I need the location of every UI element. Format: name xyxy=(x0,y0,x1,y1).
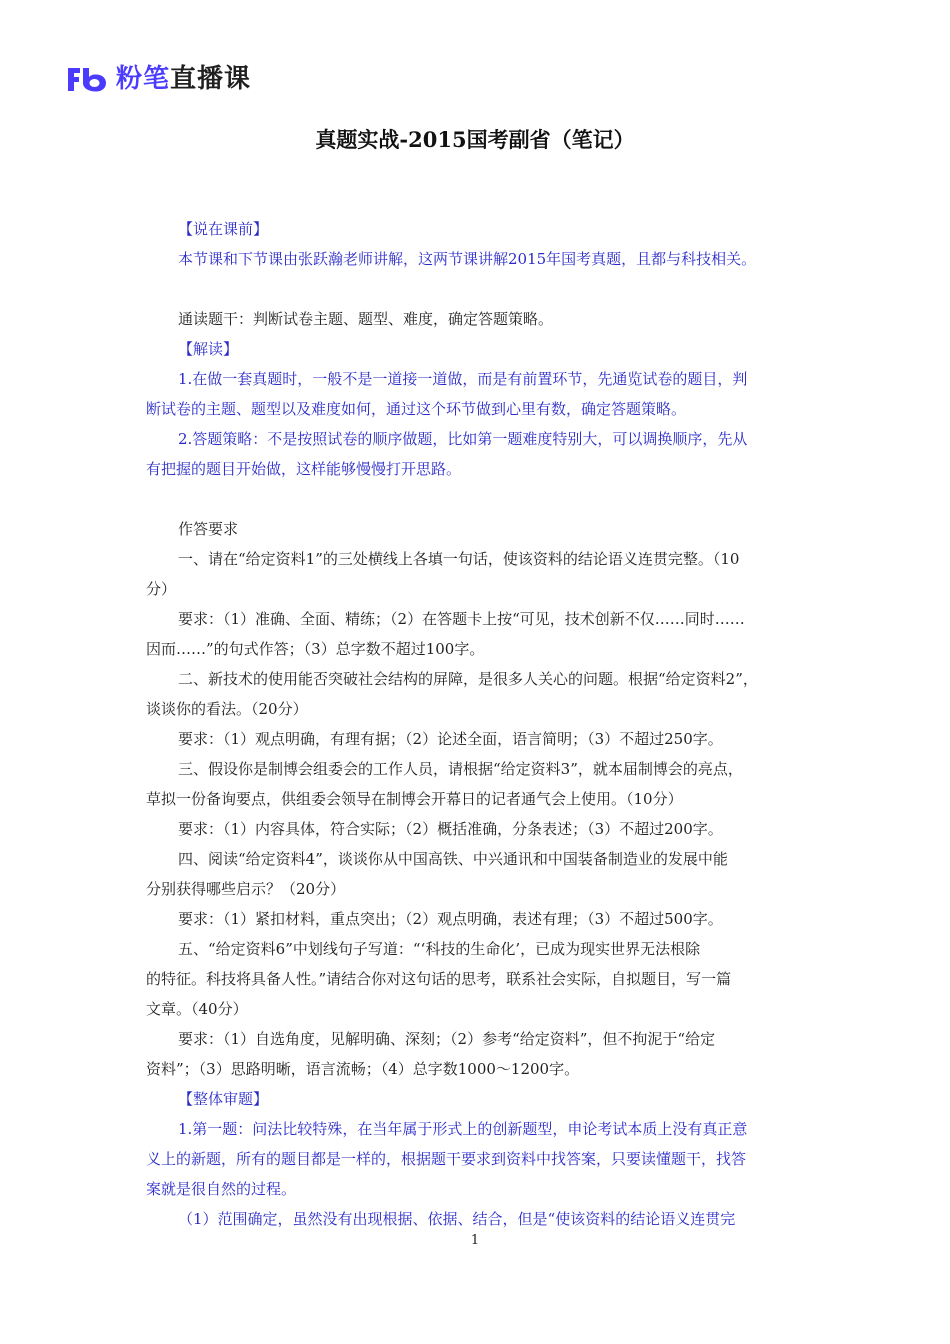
text-line: 资料”；（3）思路明晰，语言流畅；（4）总字数1000～1200字。 xyxy=(146,1060,580,1078)
logo-suffix: 直播课 xyxy=(170,64,252,94)
text-line: 2.答题策略：不是按照试卷的顺序做题，比如第一题难度特别大，可以调换顺序，先从 xyxy=(178,430,748,448)
text-line: 的特征。科技将具备人性。”请结合你对这句话的思考，联系社会实际，自拟题目，写一篇 xyxy=(146,970,732,988)
text-line: 作答要求 xyxy=(178,520,239,538)
page-number: 1 xyxy=(470,1233,480,1248)
text-line: 义上的新题，所有的题目都是一样的，根据题干要求到资料中找答案，只要读懂题干，找答 xyxy=(146,1150,747,1168)
text-line: 1.在做一套真题时，一般不是一道接一道做，而是有前置环节，先通览试卷的题目，判 xyxy=(178,370,748,388)
text-line: 草拟一份备询要点，供组委会领导在制博会开幕日的记者通气会上使用。（10分） xyxy=(146,790,683,808)
text-line: 【解读】 xyxy=(178,340,239,358)
text-line: 有把握的题目开始做，这样能够慢慢打开思路。 xyxy=(146,460,462,478)
text-line: 要求：（1）内容具体，符合实际；（2）概括准确，分条表述；（3）不超过200字。 xyxy=(178,820,723,838)
text-line: 分别获得哪些启示？（20分） xyxy=(146,880,346,898)
logo xyxy=(66,62,251,96)
text-line: 三、假设你是制博会组委会的工作人员，请根据“给定资料3”，就本届制博会的亮点， xyxy=(178,760,743,778)
text-line: 二、新技术的使用能否突破社会结构的屏障，是很多人关心的问题。根据“给定资料2”， xyxy=(178,670,758,688)
text-line: 案就是很自然的过程。 xyxy=(146,1180,297,1198)
text-line: 要求：（1）自选角度，见解明确、深刻；（2）参考“给定资料”，但不拘泥于“给定 xyxy=(178,1030,716,1048)
text-line: 五、“给定资料6”中划线句子写道：“‘科技的生命化’，已成为现实世界无法根除 xyxy=(178,940,701,958)
text-line: 文章。（40分） xyxy=(146,1000,248,1018)
logo-brand: 粉笔 xyxy=(116,64,171,94)
logo-text xyxy=(116,62,251,96)
document-title: 真题实战-2015国考副省（笔记） xyxy=(315,127,635,152)
text-line: 要求：（1）准确、全面、精练；（2）在答题卡上按“可见，技术创新不仅……同时…… xyxy=(178,610,745,628)
fb-logo-icon xyxy=(66,64,108,94)
text-line: 1.第一题：问法比较特殊，在当年属于形式上的创新题型，申论考试本质上没有真正意 xyxy=(178,1120,748,1138)
text-line: 谈谈你的看法。（20分） xyxy=(146,700,308,718)
text-line: 【整体审题】 xyxy=(178,1090,269,1108)
text-line: 因而……”的句式作答；（3）总字数不超过100字。 xyxy=(146,640,485,658)
text-line: 一、请在“给定资料1”的三处横线上各填一句话，使该资料的结论语义连贯完整。（10 xyxy=(178,550,740,568)
text-line: 四、阅读“给定资料4”，谈谈你从中国高铁、中兴通讯和中国装备制造业的发展中能 xyxy=(178,850,728,868)
text-line: 本节课和下节课由张跃瀚老师讲解，这两节课讲解2015年国考真题，且都与科技相关。 xyxy=(178,250,757,268)
text-line: 要求：（1）观点明确，有理有据；（2）论述全面，语言简明；（3）不超过250字。 xyxy=(178,730,723,748)
text-line: 断试卷的主题、题型以及难度如何，通过这个环节做到心里有数，确定答题策略。 xyxy=(146,400,687,418)
text-line: 通读题干：判断试卷主题、题型、难度，确定答题策略。 xyxy=(178,310,554,328)
text-line: 【说在课前】 xyxy=(178,220,269,238)
text-line: 要求：（1）紧扣材料，重点突出；（2）观点明确，表述有理；（3）不超过500字。 xyxy=(178,910,723,928)
text-line: 分） xyxy=(146,580,177,598)
text-line: （1）范围确定，虽然没有出现根据、依据、结合，但是“使该资料的结论语义连贯完 xyxy=(178,1210,736,1228)
